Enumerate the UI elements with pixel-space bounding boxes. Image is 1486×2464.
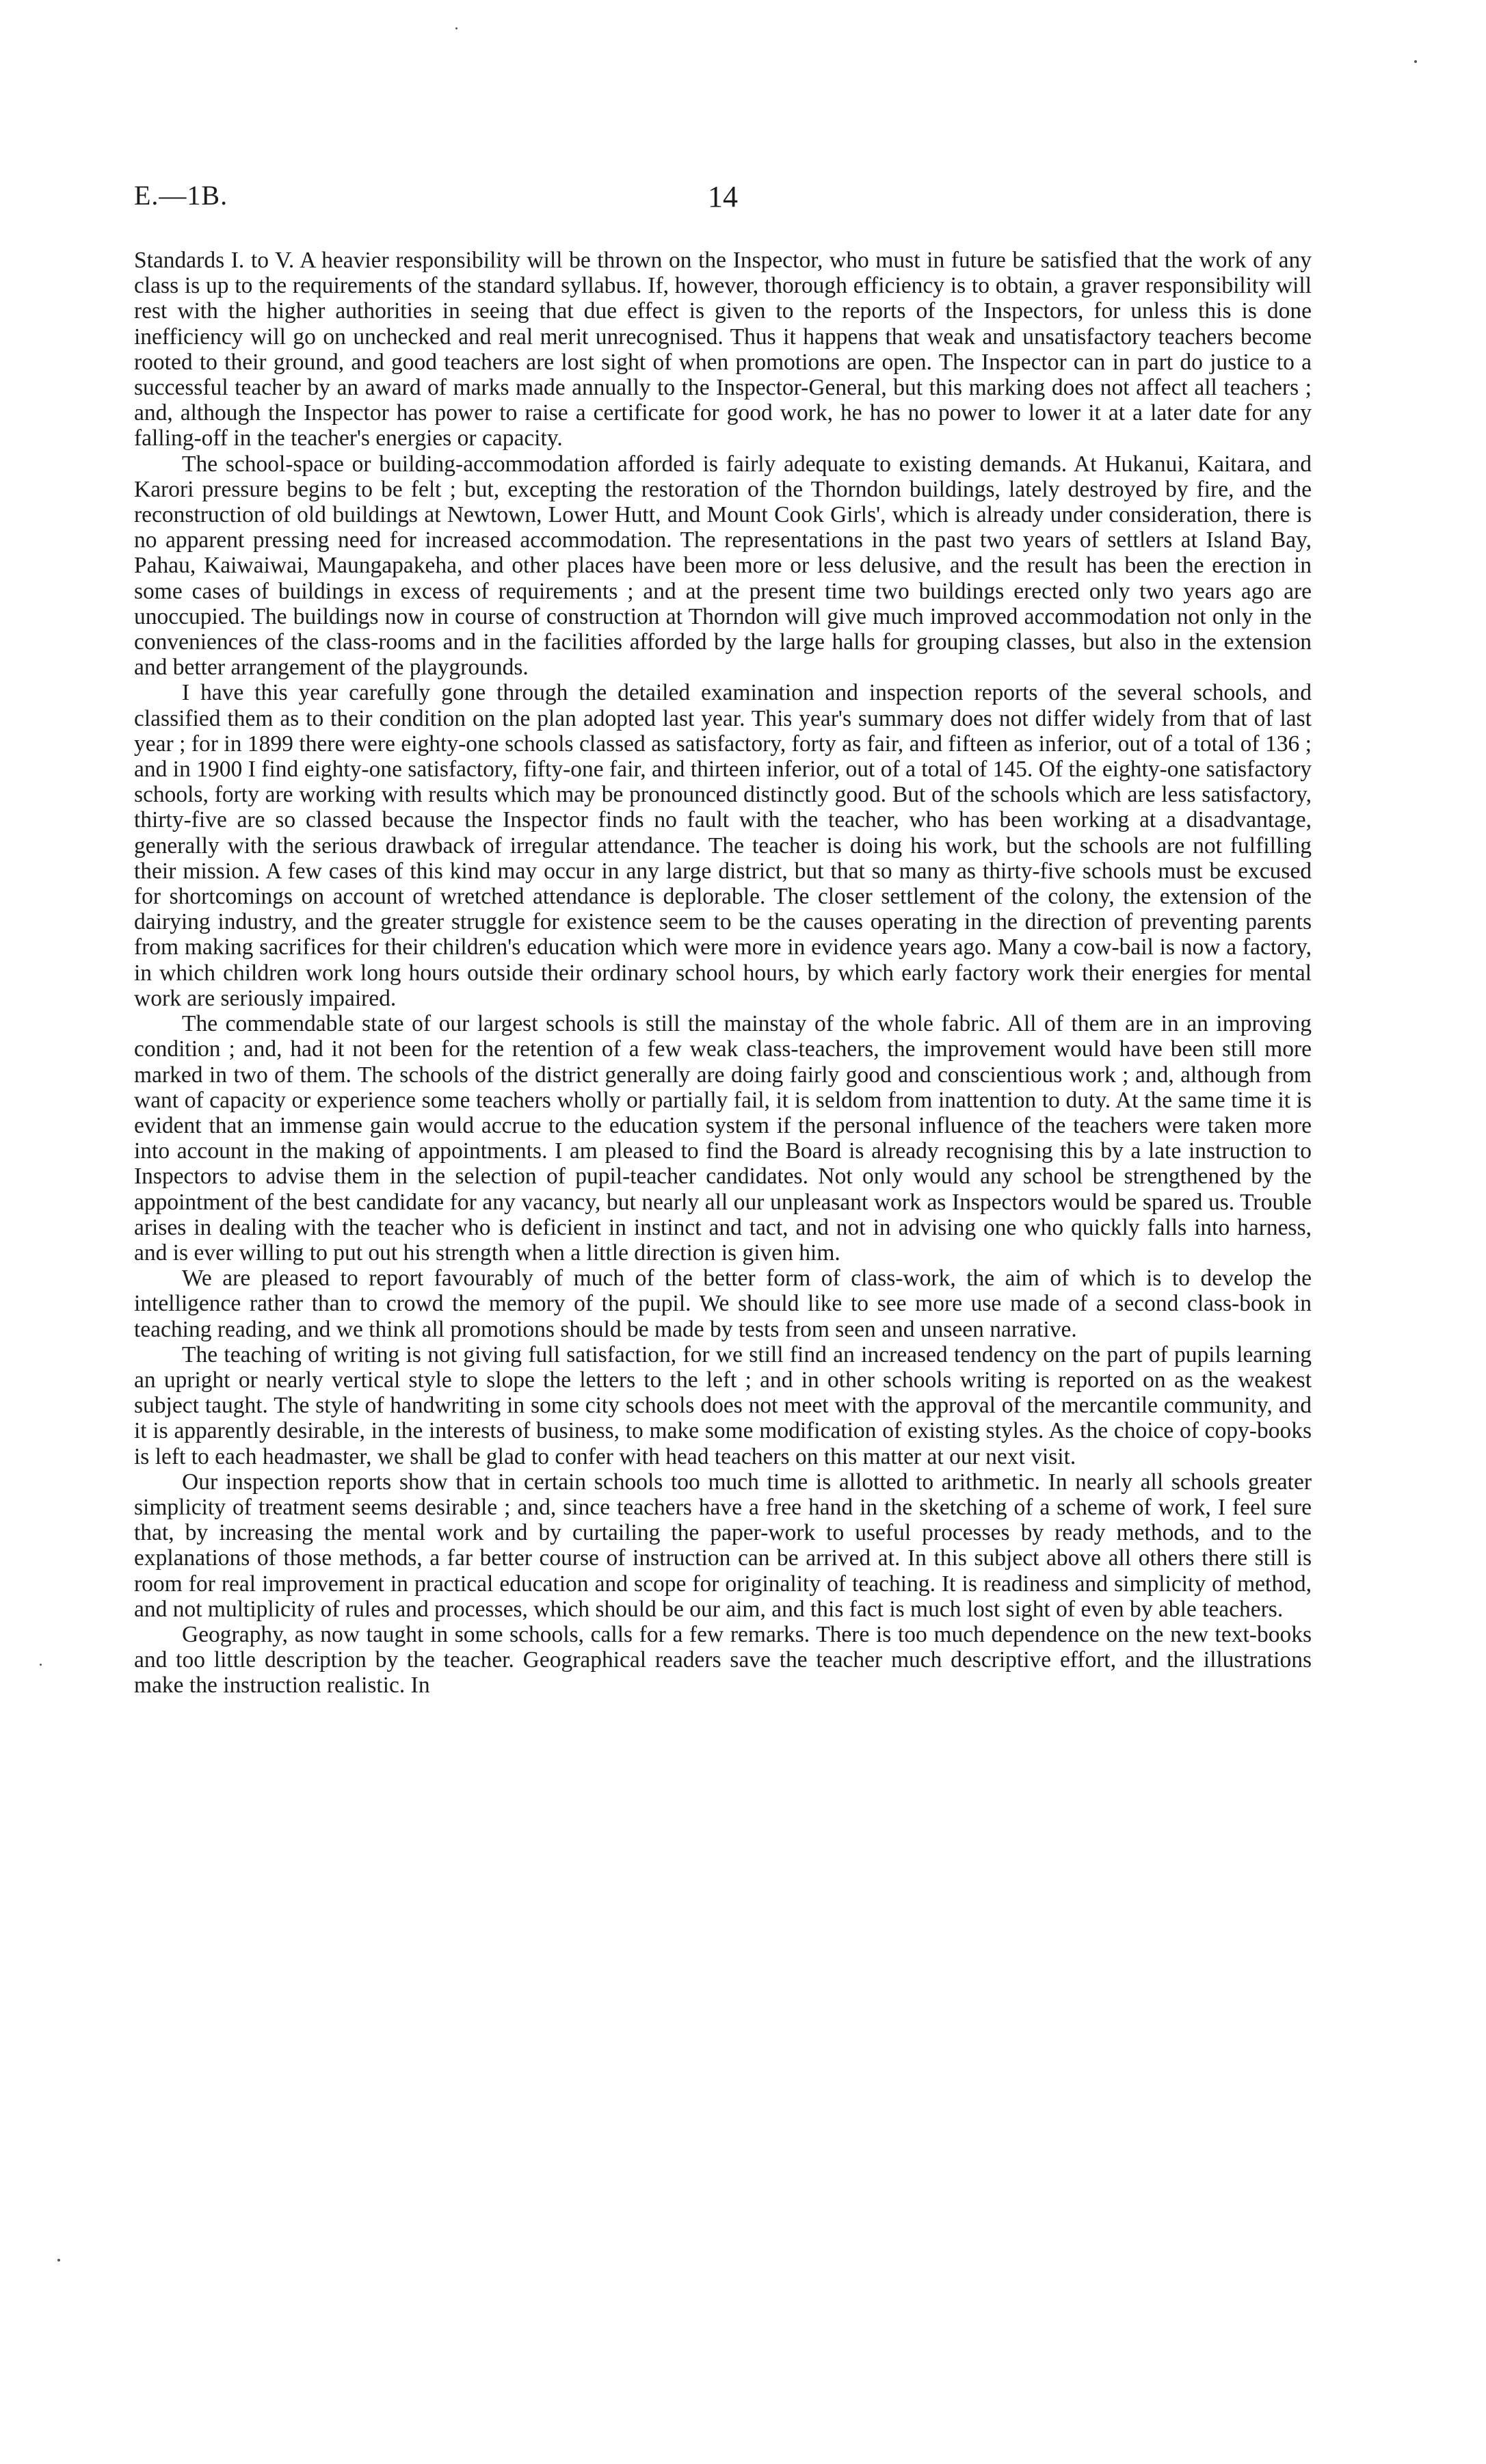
scan-speck [1414,60,1417,63]
document-reference: E.—1B. [134,180,228,211]
paragraph-classification-summary: I have this year carefully gone through the detailed examination and inspection reports of the several schools, and classified them as to their condition on the plan adopted last year. This year's summary does not differ widely from that of last year ; for in 1899 there were eighty-one schools classed as satisfactory, forty as fair, and fifteen as inferior, out of a total of 136 ; and in 1900 I find eighty-one satisfactory, fifty-one fair, and thirteen inferior, out of a total of 145. Of the eighty-one satisfactory schools, forty are working with results which may be pronounced distinctly good. But of the schools which are less satisfactory, thirty-five are so classed because the Inspector finds no fault with the teacher, who has been working at a disadvantage, generally with the serious drawback of irregular attendance. The teacher is doing his work, but the schools are not fulfilling their mission. A few cases of this kind may occur in any large district, but that so many as thirty-five schools must be excused for shortcomings on account of wretched attendance is deplorable. The closer settlement of the colony, the extension of the dairying industry, and the greater struggle for existence seem to be the causes operating in the direction of preventing parents from making sacrifices for their children's education which were more in evidence years ago. Many a cow-bail is now a factory, in which children work long hours outside their ordinary school hours, by which early factory work their energies for mental work are seriously impaired. [134,680,1312,1011]
paragraph-class-work: We are pleased to report favourably of much of the better form of class-work, the aim of which is to develop the intelligence rather than to crowd the memory of the pupil. We should like to see more use made of a second class-book in teaching reading, and we think all promotions should be made by tests from seen and unseen narrative. [134,1266,1312,1342]
page-header [134,179,1312,220]
scan-speck [57,2259,60,2262]
paragraph-largest-schools: The commendable state of our largest schools is still the mainstay of the whole fabric. All of them are in an improving condition ; and, had it not been for the retention of a few weak class-teachers, the improvement would have been still more marked in two of them. The schools of the district generally are doing fairly good and conscientious work ; and, although from want of capacity or experience some teachers wholly or partially fail, it is seldom from inattention to duty. At the same time it is evident that an immense gain would accrue to the education system if the personal influence of the teachers were taken more into account in the making of appointments. I am pleased to find the Board is already recognising this by a late instruction to Inspectors to advise them in the selection of pupil-teacher candidates. Not only would any school be strengthened by the appointment of the best candidate for any vacancy, but nearly all our unpleasant work as Inspectors would be spared us. Trouble arises in dealing with the teacher who is deficient in instinct and tact, and not in advising one who quickly falls into harness, and is ever willing to put out his strength when a little direction is given him. [134,1011,1312,1266]
paragraph-school-space: The school-space or building-accommodation afforded is fairly adequate to existing demands. At Hukanui, Kaitara, and Karori pressure begins to be felt ; but, excepting the restoration of the Thorndon buildings, lately destroyed by fire, and the reconstruction of old buildings at Newtown, Lower Hutt, and Mount Cook Girls', which is already under consideration, there is no apparent pressing need for increased accommodation. The representations in the past two years of settlers at Island Bay, Pahau, Kaiwaiwai, Maungapakeha, and other places have been more or less delusive, and the result has been the erection in some cases of buildings in excess of requirements ; and at the present time two buildings erected only two years ago are unoccupied. The buildings now in course of construction at Thorndon will give much improved accommodation not only in the conveniences of the class-rooms and in the facilities afforded by the large halls for grouping classes, but also in the extension and better arrangement of the playgrounds. [134,451,1312,681]
scan-speck [40,1664,42,1666]
body-text [134,248,1312,1699]
paragraph-standards-continued: Standards I. to V. A heavier responsibility will be thrown on the Inspector, who must in future be satisfied that the work of any class is up to the requirements of the standard syllabus. If, however, thorough efficiency is to obtain, a graver responsibility will rest with the higher authorities in seeing that due effect is given to the reports of the Inspectors, for unless this is done inefficiency will go on unchecked and real merit unrecognised. Thus it happens that weak and unsatisfactory teachers become rooted to their ground, and good teachers are lost sight of when promotions are open. The Inspector can in part do justice to a successful teacher by an award of marks made annually to the Inspector-General, but this marking does not affect all teachers ; and, although the Inspector has power to raise a certificate for good work, he has no power to lower it at a later date for any falling-off in the teacher's energies or capacity. [134,248,1312,451]
paragraph-arithmetic: Our inspection reports show that in certain schools too much time is allotted to arithmetic. In nearly all schools greater simplicity of treatment seems desirable ; and, since teachers have a free hand in the sketching of a scheme of work, I feel sure that, by increasing the mental work and by curtailing the paper-work to useful processes by ready methods, and to the explanations of those methods, a far better course of instruction can be arrived at. In this subject above all others there still is room for real improvement in practical education and scope for originality of teaching. It is readiness and simplicity of method, and not multiplicity of rules and processes, which should be our aim, and this fact is much lost sight of even by able teachers. [134,1469,1312,1622]
scan-speck [455,27,457,29]
page-number: 14 [708,180,738,213]
paragraph-writing: The teaching of writing is not giving full satisfaction, for we still find an increased tendency on the part of pupils learning an upright or nearly vertical style to slope the letters to the left ; and in other schools writing is reported on as the weakest subject taught. The style of handwriting in some city schools does not meet with the approval of the mercantile community, and it is apparently desirable, in the interests of business, to make some modification of existing styles. As the choice of copy-books is left to each headmaster, we shall be glad to confer with head teachers on this matter at our next visit. [134,1341,1312,1469]
paragraph-geography: Geography, as now taught in some schools, calls for a few remarks. There is too much dependence on the new text-books and too little description by the teacher. Geographical readers save the teacher much descriptive effort, and the illustrations make the instruction realistic. In [134,1621,1312,1699]
